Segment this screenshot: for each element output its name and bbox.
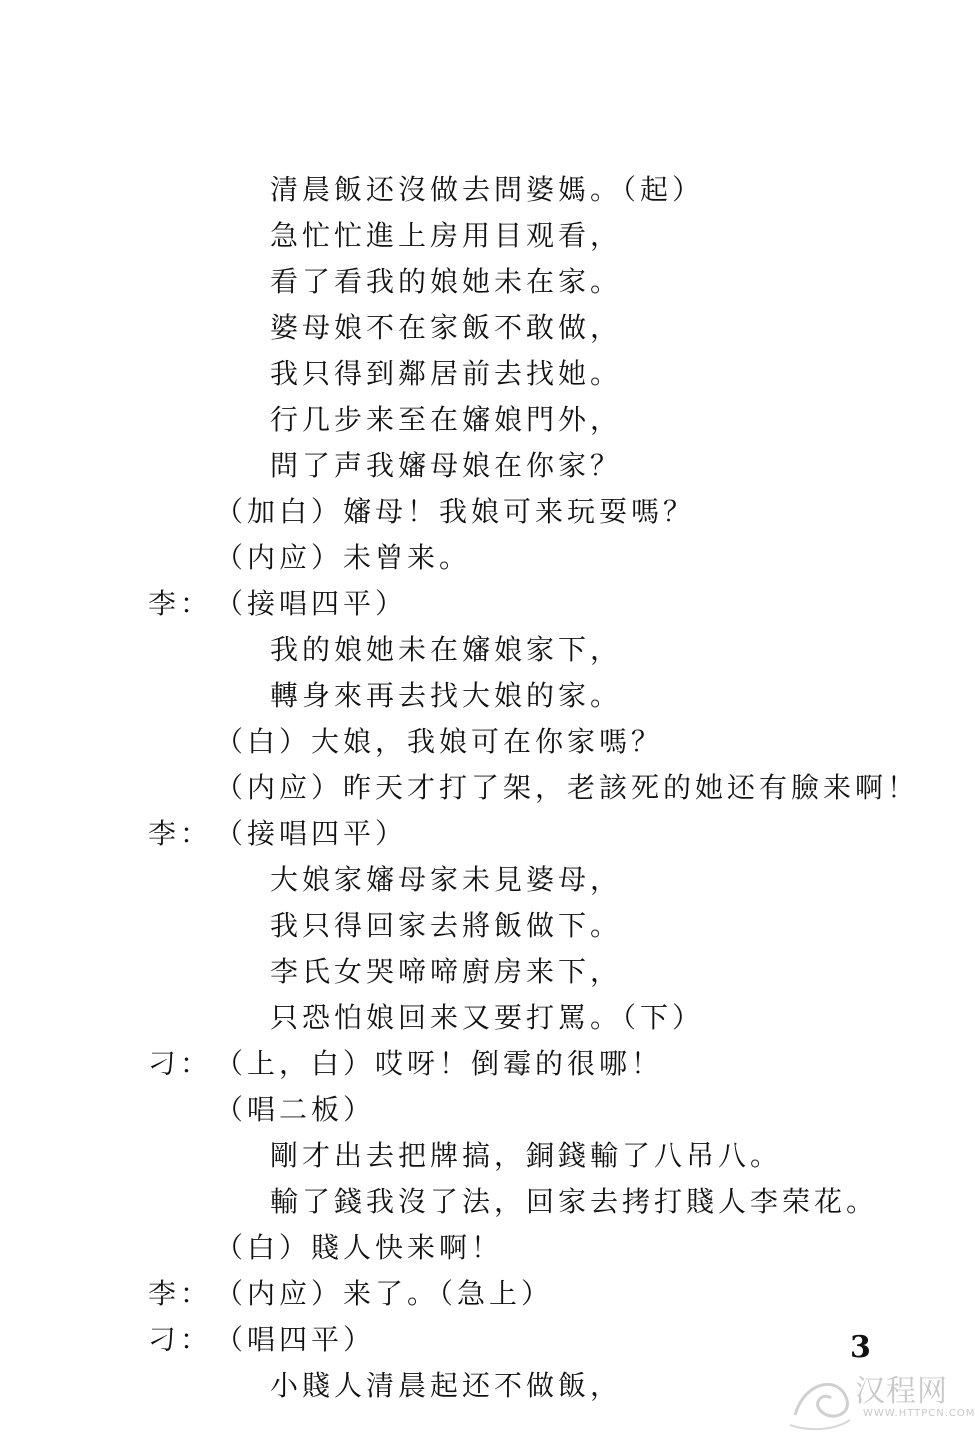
offstage-response: （内应）来了。（急上）: [215, 1277, 554, 1310]
spoken-line: （上，白）哎呀！倒霉的很哪！: [215, 1047, 664, 1080]
watermark-text: 汉程网: [855, 1374, 948, 1409]
stage-direction: （接唱四平）: [215, 817, 408, 850]
offstage-response: （内应）未曾来。: [215, 541, 472, 574]
speaker-label-diao: 刁：: [148, 1047, 213, 1080]
verse-line: 只恐怕娘回来又要打罵。（下）: [270, 1001, 705, 1034]
verse-line: 輸了錢我沒了法，回家去拷打賤人李荣花。: [270, 1185, 879, 1218]
verse-line: 婆母娘不在家飯不敢做，: [270, 311, 623, 344]
verse-line: 我只得到鄰居前去找她。: [270, 357, 623, 390]
stage-direction: （唱四平）: [215, 1323, 376, 1356]
verse-line: 大娘家嬸母家未見婆母，: [270, 863, 623, 896]
verse-line: 小賤人清晨起还不做飯，: [270, 1369, 623, 1402]
spoken-line: （加白）嬸母！我娘可来玩耍嗎？: [215, 495, 696, 528]
speaker-label-li: 李：: [148, 817, 213, 850]
verse-line: 李氏女哭啼啼廚房来下，: [270, 955, 623, 988]
verse-line: 清晨飯还沒做去問婆媽。（起）: [270, 173, 705, 206]
speaker-label-diao: 刁：: [148, 1323, 213, 1356]
spoken-line: （白）大娘，我娘可在你家嗎？: [215, 725, 664, 758]
watermark-url: WWW.HTTPCN.COM: [863, 1408, 975, 1419]
spoken-line: （白）賤人快来啊！: [215, 1231, 504, 1264]
verse-line: 急忙忙進上房用目观看，: [270, 219, 623, 252]
verse-line: 我只得回家去將飯做下。: [270, 909, 623, 942]
watermark-logo: [785, 1360, 975, 1435]
speaker-label-li: 李：: [148, 1277, 213, 1310]
stage-direction: （接唱四平）: [215, 587, 408, 620]
verse-line: 問了声我嬸母娘在你家？: [270, 449, 623, 482]
speaker-label-li: 李：: [148, 587, 213, 620]
verse-line: 轉身來再去找大娘的家。: [270, 679, 623, 712]
verse-line: 看了看我的娘她未在家。: [270, 265, 623, 298]
offstage-response: （内应）昨天才打了架，老該死的她还有臉来啊！: [215, 771, 920, 804]
verse-line: 行几步来至在嬸娘門外，: [270, 403, 623, 436]
verse-line: 剛才出去把牌搞，銅錢輸了八吊八。: [270, 1139, 783, 1172]
stage-direction: （唱二板）: [215, 1093, 376, 1126]
verse-line: 我的娘她未在嬸娘家下，: [270, 633, 623, 666]
page-number: 3: [850, 1330, 871, 1365]
